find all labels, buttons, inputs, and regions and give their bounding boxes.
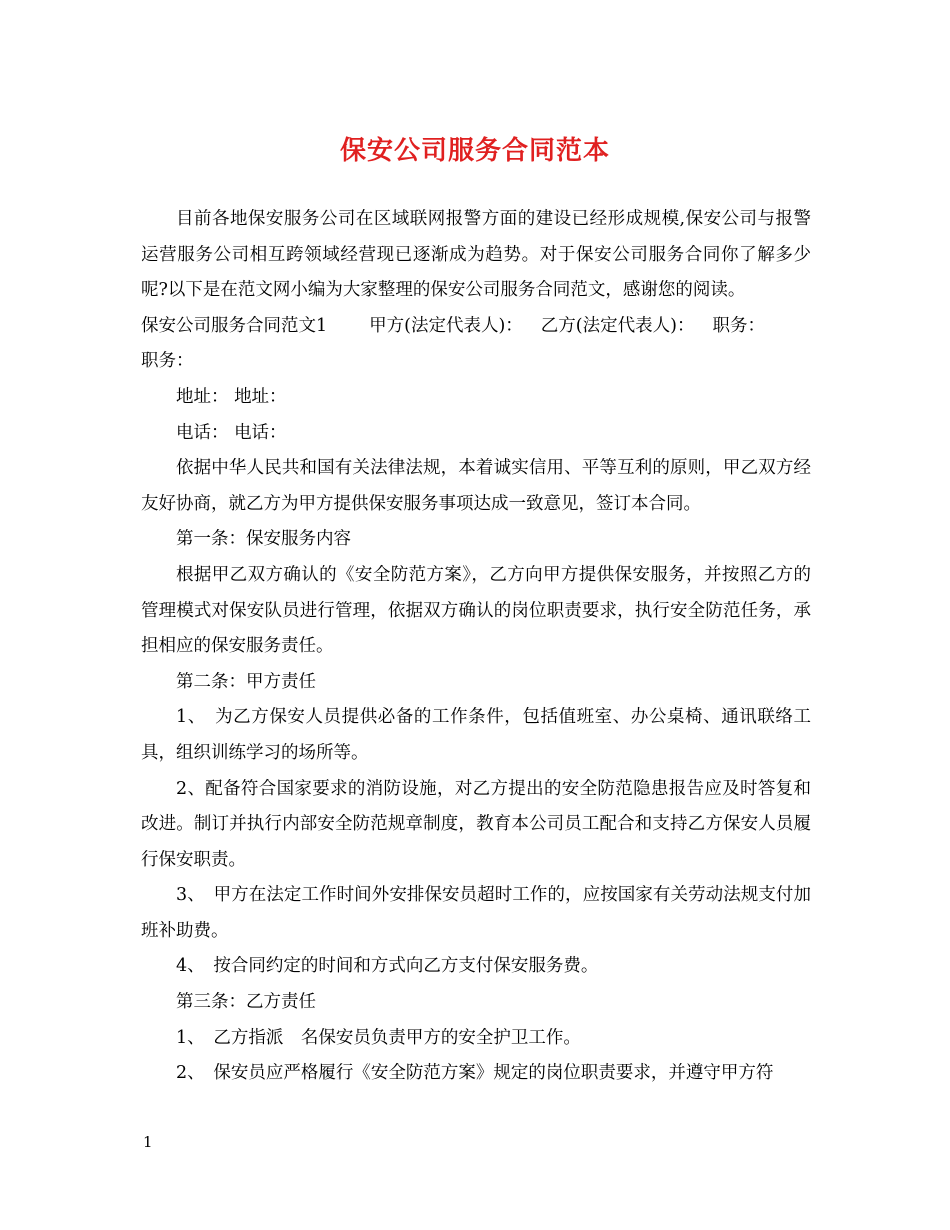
article-1-title: 第一条：保安服务内容 [176,529,351,550]
party-b-label: 乙方(法定代表人)： [540,315,695,336]
article-3-title: 第三条：乙方责任 [176,992,316,1013]
document-body [141,202,811,1092]
article-1-text: 根据甲乙双方确认的《安全防范方案》，乙方向甲方提供保安服务，并按照乙方的管理模式对保安队员进行管理，依据双方确认的岗位职责要求，执行安全防范任务，承担相应的保安服务责任。 [141,564,811,657]
position-a-label: 职务： [712,315,765,336]
section-heading: 保安公司服务合同范文1 [141,315,328,336]
document-title: 保安公司服务合同范本 [339,136,610,166]
address-line: 地址： 地址： [176,386,287,407]
article-2-item: 1、 为乙方保安人员提供必备的工作条件，包括值班室、办公桌椅、通讯联络工具，组织训练学习的场所等。 [141,707,811,763]
article-2-item: 4、 按合同约定的时间和方式向乙方支付保安服务费。 [176,956,599,977]
party-header-line [141,309,811,380]
preamble-paragraph: 依据中华人民共和国有关法律法规，本着诚实信用、平等互利的原则，甲乙双方经友好协商，就乙方为甲方提供保安服务事项达成一致意见，签订本合同。 [141,458,811,514]
party-a-label: 甲方(法定代表人)： [369,315,523,336]
article-2-title: 第二条：甲方责任 [176,671,316,692]
article-2-item: 2、配备符合国家要求的消防设施，对乙方提出的安全防范隐患报告应及时答复和改进。制订并执行内部安全防范规章制度，教育本公司员工配合和支持乙方保安人员履行保安职责。 [141,778,811,870]
position-b-label: 职务： [141,351,194,372]
article-3-item: 2、 保安员应严格履行《安全防范方案》规定的岗位职责要求，并遵守甲方符 [176,1063,774,1084]
article-2-item: 3、 甲方在法定工作时间外安排保安员超时工作的，应按国家有关劳动法规支付加班补助费。 [141,885,811,941]
intro-paragraph: 目前各地保安服务公司在区域联网报警方面的建设已经形成规模,保安公司与报警运营服务公司相互跨领域经营现已逐渐成为趋势。对于保安公司服务合同你了解多少呢?以下是在范文网小编为大家整理的保安公司服务合同范文，感谢您的阅读。 [141,209,811,301]
page-number: 1 [143,1133,153,1151]
phone-line: 电话： 电话： [176,422,287,443]
article-3-item: 1、 乙方指派 名保安员负责甲方的安全护卫工作。 [176,1027,581,1048]
